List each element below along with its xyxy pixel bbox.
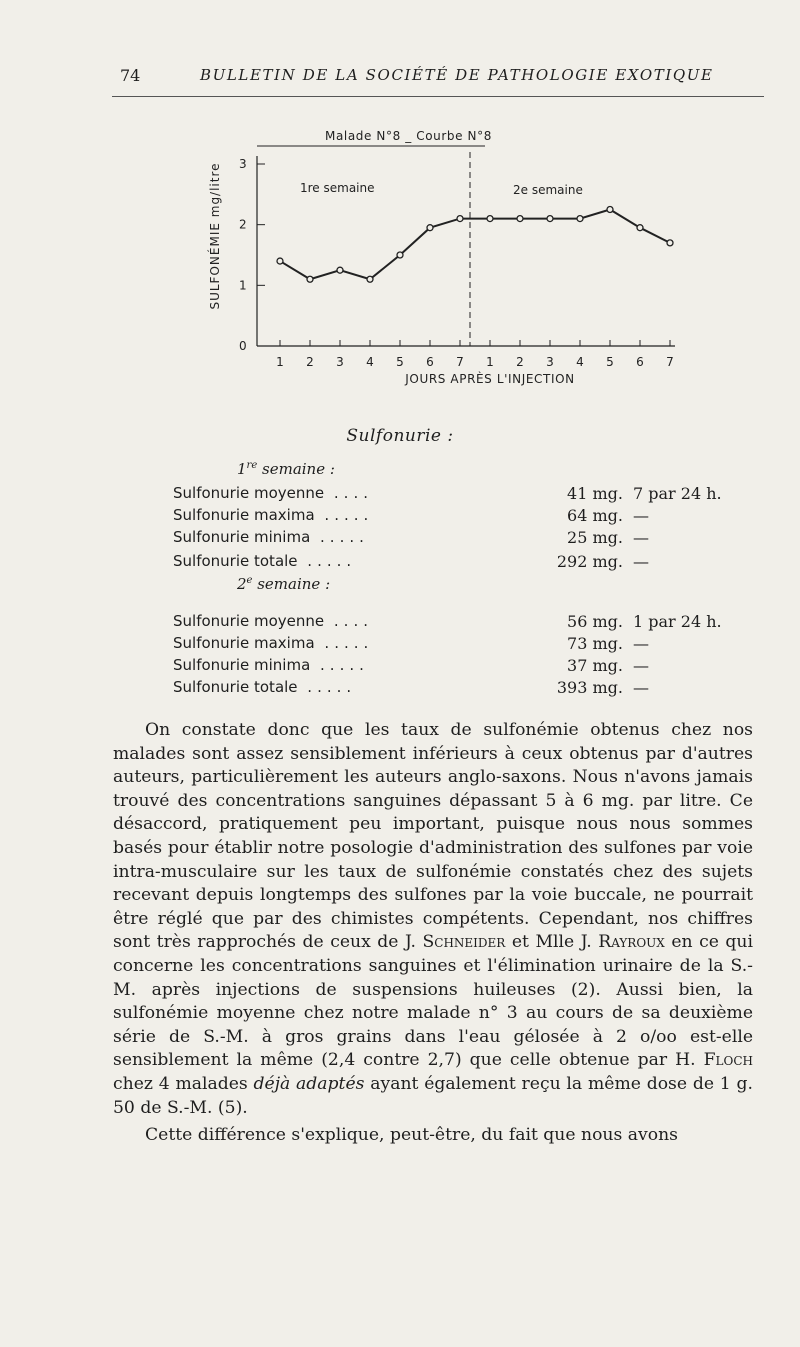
- row-value: 37 mg.: [567, 656, 623, 675]
- leader-dots: .....: [310, 528, 369, 546]
- author-name: Floch: [703, 1050, 753, 1071]
- header-rule: [112, 96, 764, 97]
- week-label-2: 2e semaine: [513, 183, 583, 197]
- leader-dots: .....: [297, 678, 357, 696]
- paragraph-1: On constate donc que les taux de sulfonémie obtenus chez nos malades sont assez sensiblement inférieurs à ceux obtenus par d'autres auteurs, particulièrement les auteurs anglo-saxons. Nous n'avons jamais trouvé des concentrations sanguines dépassant 5 à 6 mg. par litre. Ce désaccord, pratiquement peu important, puisque nous nous sommes basés pour établir notre posologie d'administration des sulfones par voie intra-musculaire sur les taux de sulfonémie constatés chez des sujets recevant depuis longtemps des sulfones par la voie buccale, ne pourrait être réglé que par des chimistes compétents. Cependant, nos chiffres sont très rapprochés de ceux de J. Schneider et Mlle J. Rayroux en ce qui concerne les concentrations sanguines et l'élimination urinaire de la S.-M. après injections de suspensions huileuses (2). Aussi bien, la sulfonémie moyenne chez notre malade n° 3 au cours de sa deuxième série de S.-M. à gros grains dans l'eau gélosée à 2 o/oo est-elle sensiblement la même (2,4 contre 2,7) que celle obtenue par H. Floch chez 4 malades déjà adaptés ayant également reçu la même dose de 1 g. 50 de S.-M. (5).: [113, 720, 753, 1118]
- week-title: 2e semaine :: [237, 575, 331, 593]
- x-tick-label: 3: [336, 355, 344, 369]
- row-label: Sulfonurie maxima .....: [173, 634, 374, 652]
- author-name: Schneider: [422, 932, 506, 953]
- body-text: [113, 719, 753, 1148]
- x-tick-label: 4: [576, 355, 584, 369]
- row-frequency: 1 par 24 h.: [633, 612, 722, 631]
- y-tick-label: 3: [239, 157, 247, 171]
- y-tick-label: 0: [239, 339, 247, 353]
- y-tick-label: 1: [239, 278, 247, 293]
- x-tick-label: 6: [636, 355, 644, 369]
- y-tick-label: 2: [239, 217, 247, 232]
- row-frequency: 7 par 24 h.: [633, 484, 722, 503]
- data-point: [667, 240, 673, 246]
- data-point: [307, 276, 313, 282]
- row-label: Sulfonurie minima .....: [173, 528, 369, 546]
- row-value: 25 mg.: [567, 528, 623, 547]
- data-point: [637, 225, 643, 231]
- row-value: 73 mg.: [567, 634, 623, 653]
- row-frequency: —: [633, 634, 649, 653]
- paragraph-2: Cette différence s'explique, peut-être, du fait que nous avons: [145, 1125, 678, 1146]
- data-point: [397, 252, 403, 258]
- x-tick-label: 7: [666, 355, 674, 369]
- section-title: Sulfonurie :: [346, 426, 454, 446]
- chart-title: Malade N°8 _ Courbe N°8: [325, 129, 492, 143]
- x-tick-label: 3: [546, 355, 554, 369]
- data-point: [367, 276, 373, 282]
- x-tick-label: 1: [486, 355, 494, 369]
- x-tick-label: 4: [366, 355, 374, 369]
- author-name: Rayroux: [598, 932, 665, 953]
- data-point: [517, 216, 523, 222]
- leader-dots: ....: [324, 612, 373, 630]
- data-point: [337, 267, 343, 273]
- x-tick-label: 2: [306, 355, 314, 369]
- x-tick-label: 5: [396, 355, 404, 369]
- leader-dots: .....: [314, 506, 374, 524]
- leader-dots: .....: [297, 552, 357, 570]
- sulfonemie-chart: [195, 118, 695, 398]
- row-label: Sulfonurie moyenne ....: [173, 484, 373, 502]
- row-frequency: —: [633, 528, 649, 547]
- chart-y-label: SULFONÉMIE mg/litre: [208, 162, 222, 310]
- page-header: [0, 62, 800, 102]
- week-title: 1re semaine :: [237, 460, 335, 478]
- data-point: [607, 207, 613, 213]
- row-value: 41 mg.: [567, 484, 623, 503]
- data-point: [577, 216, 583, 222]
- row-frequency: —: [633, 506, 649, 525]
- x-tick-label: 2: [516, 355, 524, 369]
- x-tick-label: 7: [456, 355, 464, 369]
- row-label: Sulfonurie minima .....: [173, 656, 369, 674]
- data-point: [277, 258, 283, 264]
- row-value: 393 mg.: [556, 678, 623, 697]
- row-value: 56 mg.: [567, 612, 623, 631]
- leader-dots: .....: [314, 634, 374, 652]
- week-label-1: 1re semaine: [300, 181, 375, 195]
- x-tick-label: 5: [606, 355, 614, 369]
- row-label: Sulfonurie maxima .....: [173, 506, 374, 524]
- data-point: [487, 216, 493, 222]
- data-point: [457, 216, 463, 222]
- leader-dots: .....: [310, 656, 369, 674]
- row-value: 292 mg.: [556, 552, 623, 571]
- chart-x-label: JOURS APRÈS L'INJECTION: [405, 372, 575, 386]
- leader-dots: ....: [324, 484, 373, 502]
- row-frequency: —: [633, 656, 649, 675]
- x-tick-label: 1: [276, 355, 284, 369]
- running-title: BULLETIN DE LA SOCIÉTÉ DE PATHOLOGIE EXOTIQUE: [200, 66, 714, 84]
- row-label: Sulfonurie totale .....: [173, 552, 357, 570]
- row-value: 64 mg.: [567, 506, 623, 525]
- row-frequency: —: [633, 552, 649, 571]
- row-frequency: —: [633, 678, 649, 697]
- data-point: [547, 216, 553, 222]
- x-tick-label: 6: [426, 355, 434, 369]
- row-label: Sulfonurie moyenne ....: [173, 612, 373, 630]
- page-number: 74: [120, 66, 141, 85]
- row-label: Sulfonurie totale .....: [173, 678, 357, 696]
- data-point: [427, 225, 433, 231]
